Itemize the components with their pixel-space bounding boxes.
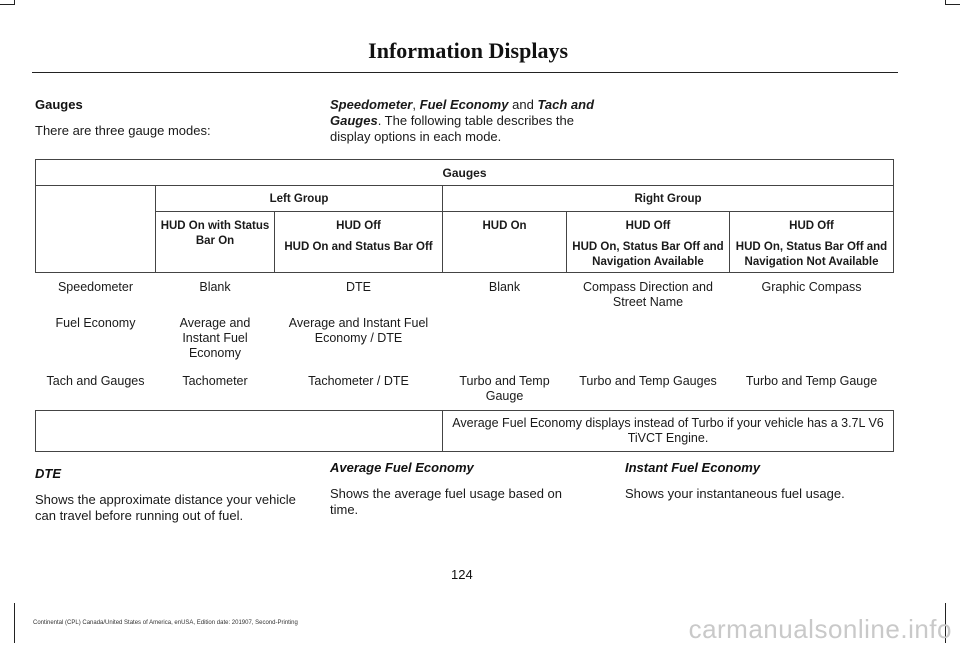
table-note-spacer [36,411,443,452]
average-fuel-economy-heading: Average Fuel Economy [330,460,474,475]
column-header: HUD Off HUD On, Status Bar Off and Navigation Available [567,212,730,273]
table-cell-empty [443,312,567,365]
crop-mark [0,4,14,5]
table-cell: Graphic Compass [761,280,862,294]
left-group-header: Left Group [156,186,443,212]
table-cell: Tachometer [182,374,248,388]
page-number: 124 [451,567,473,582]
column-header: HUD Off HUD On, Status Bar Off and Navigation Not Available [730,212,894,273]
table-cell-empty [567,312,730,365]
dte-heading: DTE [35,466,61,481]
watermark: carmanualsonline.info [688,614,952,644]
table-cell: Turbo and Temp Gauges [579,374,717,388]
table-cell-empty [730,312,894,365]
table-cell: Average and Instant Fuel Economy / DTE [288,316,429,345]
column-header: HUD On [443,212,567,273]
mode-speedometer: Speedometer [330,97,413,112]
row-label-speedometer: Speedometer [57,280,134,294]
table-cell: Average and Instant Fuel Economy [179,316,251,360]
table-cell: Turbo and Temp Gauge [459,374,550,403]
gauges-intro-text: There are three gauge modes: [35,123,211,138]
crop-mark [945,0,946,5]
mode-fuel-economy: Fuel Economy [419,97,509,112]
column-header: HUD On with Status Bar On [156,212,275,273]
table-corner-cell [36,186,156,273]
gauges-heading: Gauges [35,97,83,112]
table-cell: Blank [488,280,521,294]
table-footnote: Average Fuel Economy displays instead of Turbo if your vehicle has a 3.7L V6 TiVCT Engine. [443,411,894,452]
crop-mark [14,0,15,5]
header-rule [32,72,898,73]
row-label-tach-and-gauges: Tach and Gauges [46,374,145,388]
edition-footer: Continental (CPL) Canada/United States of America, enUSA, Edition date: 201907, Second-Printing [33,620,298,626]
table-caption: Gauges [36,160,894,186]
column-header: HUD Off HUD On and Status Bar Off [275,212,443,273]
table-cell: DTE [346,280,371,294]
section-title: Information Displays [368,38,568,63]
table-cell: Tachometer / DTE [308,374,409,388]
mode-tach-and-gauges: Tach and Gauges [330,97,595,128]
row-label-fuel-economy: Fuel Economy [55,316,136,330]
table-cell: Turbo and Temp Gauge [745,374,878,388]
gauge-modes-paragraph: Speedometer, Fuel Economy and Tach and Gauges. The following table describes the display options in each mode. [330,97,595,144]
average-fuel-economy-description: Shows the average fuel usage based on time. [330,486,563,517]
instant-fuel-economy-description: Shows your instantaneous fuel usage. [625,486,845,501]
crop-mark [14,603,15,643]
dte-description: Shows the approximate distance your vehicle can travel before running out of fuel. [35,492,296,523]
right-group-header: Right Group [443,186,894,212]
instant-fuel-economy-heading: Instant Fuel Economy [625,460,761,475]
crop-mark [946,4,960,5]
gauges-table [35,159,894,452]
table-cell: Compass Direction and Street Name [583,280,713,309]
table-cell: Blank [199,280,231,294]
